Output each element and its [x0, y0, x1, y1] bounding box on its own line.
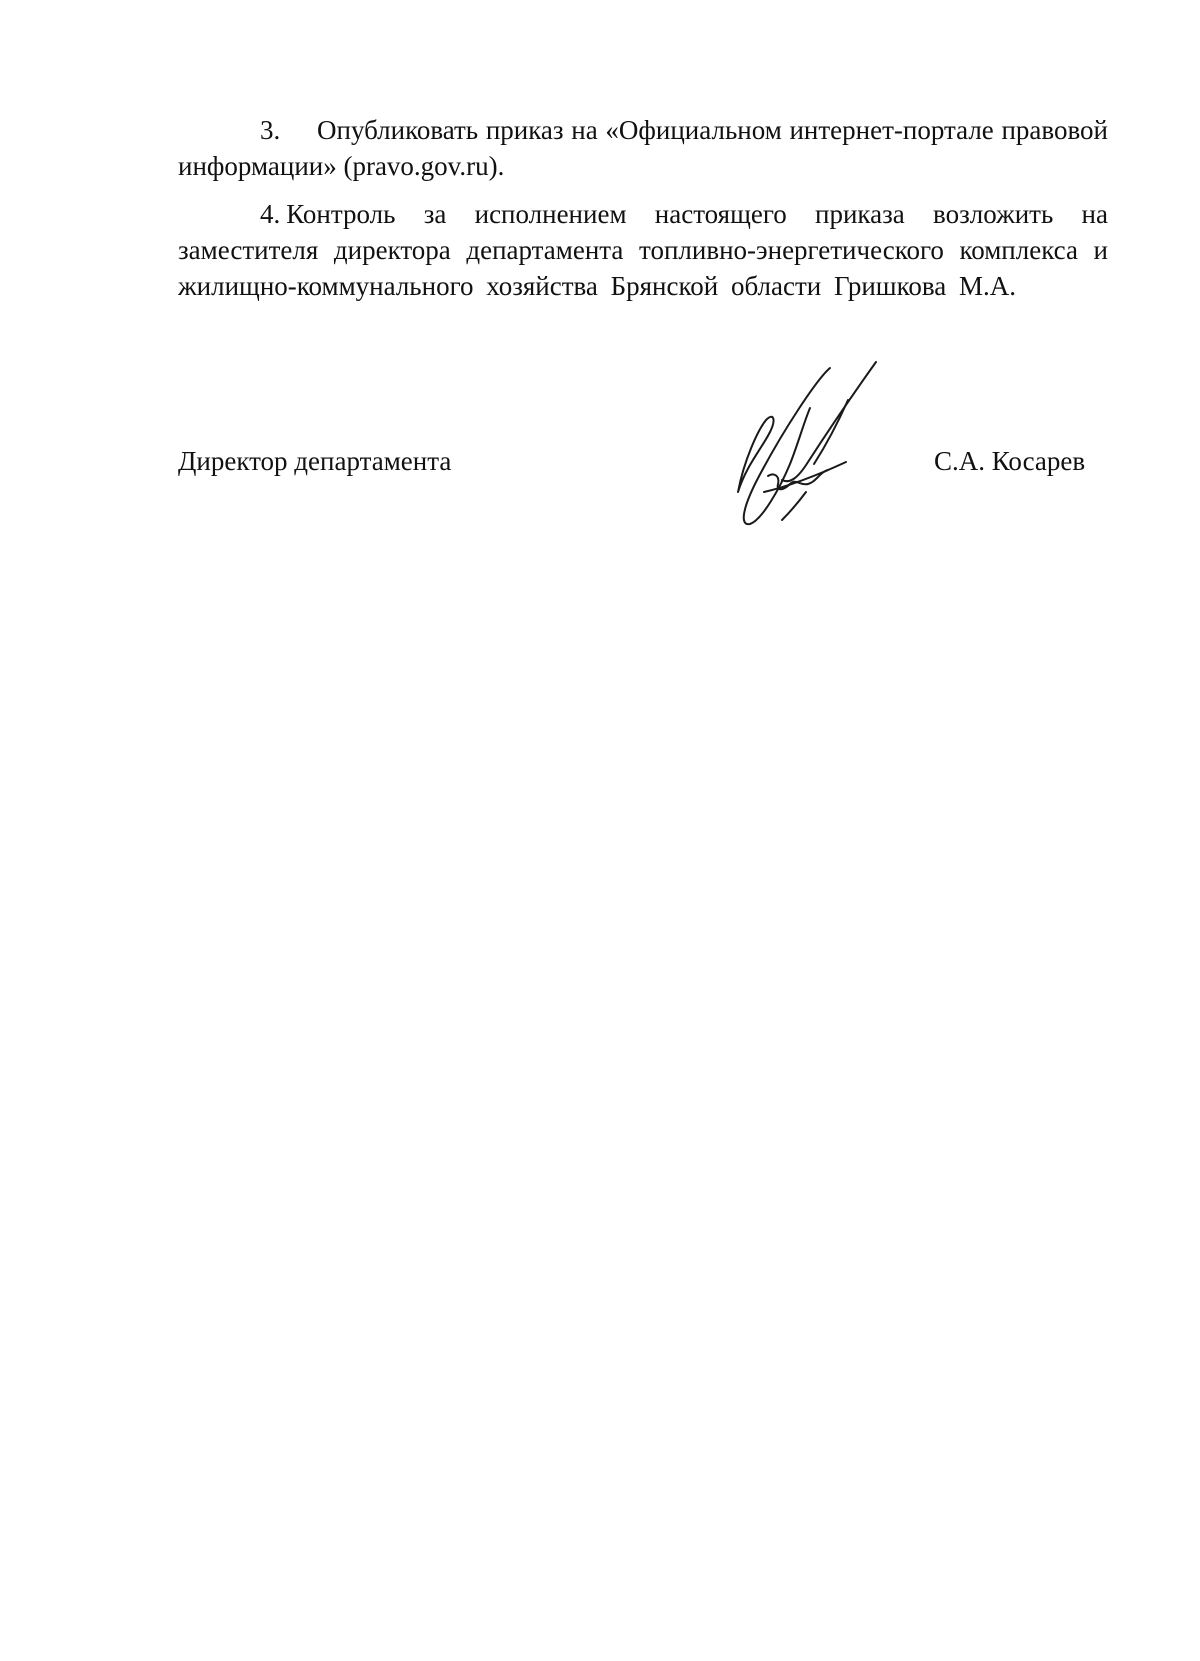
- paragraph-number: 3.: [260, 115, 281, 145]
- paragraph-text: Опубликовать приказ на «Официальном интернет-портале правовой информации» (pravo.gov.ru).: [178, 115, 1108, 181]
- signatory-position: Директор департамента: [178, 446, 452, 476]
- paragraph-text: Контроль за исполнением настоящего приказа возложить на заместителя директора департамента топливно-энергетического комплекса и жилищно-коммунального хозяйства Брянской области Гришкова М.А.: [178, 199, 1108, 301]
- paragraph-number: 4.: [260, 199, 281, 229]
- signatory-name: С.А. Косарев: [934, 446, 1086, 476]
- signature-block: [0, 0, 1200, 600]
- handwritten-signature: [680, 360, 920, 535]
